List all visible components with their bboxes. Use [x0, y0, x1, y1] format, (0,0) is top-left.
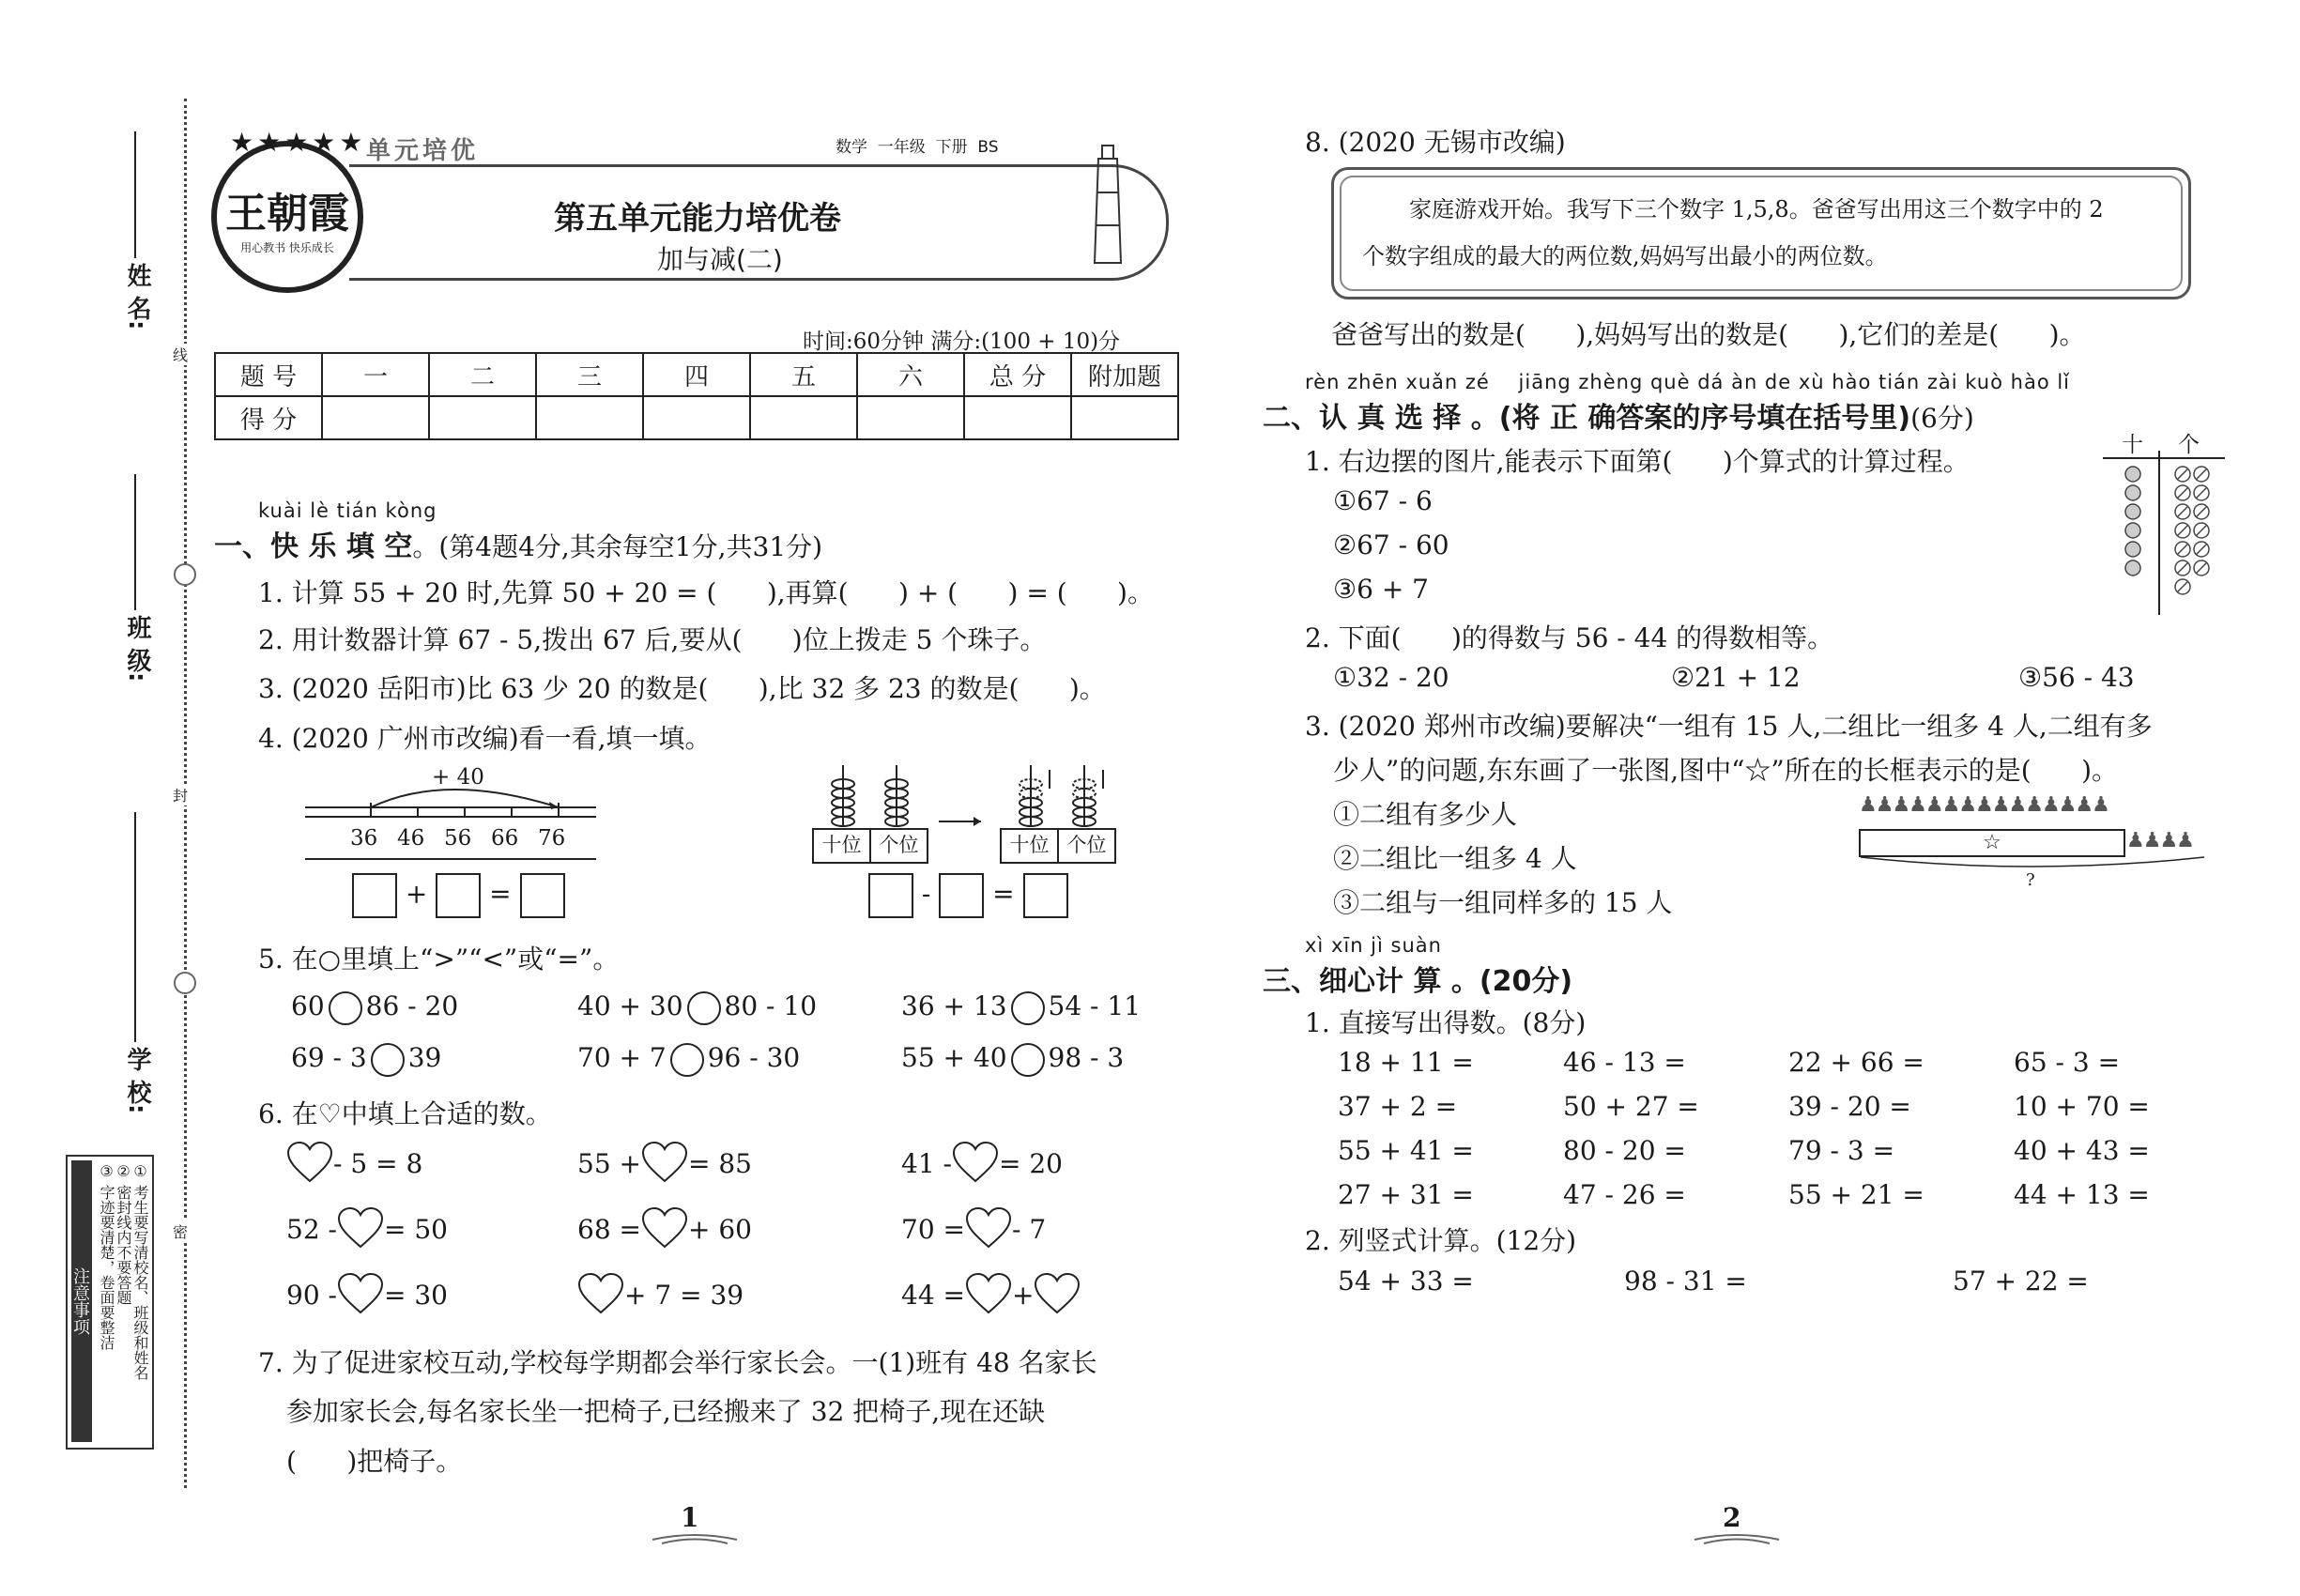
page-subtitle: 加与减(二)	[657, 244, 783, 275]
jump-label: + 40	[432, 765, 484, 790]
score-header: 六	[857, 353, 964, 396]
number-line	[305, 760, 606, 864]
score-header: 题 号	[215, 353, 322, 396]
score-header: 一	[322, 353, 429, 396]
heart-blank-icon[interactable]	[577, 1272, 624, 1322]
class-line	[134, 474, 136, 610]
q8-story-box	[1331, 167, 2191, 299]
calc-item: 55 + 41 =	[1338, 1135, 1474, 1166]
score-cell[interactable]	[1071, 396, 1178, 439]
compare-item: 69 - 3 39	[291, 1042, 441, 1077]
time-score: 时间:60分钟 满分:(100 + 10)分	[803, 330, 1121, 354]
brand-logo	[211, 141, 363, 293]
tick-label: 56	[444, 826, 472, 851]
s2-q2-option: ③56 - 43	[2018, 662, 2135, 693]
section1-note: 。(第4题4分,其余每空1分,共31分)	[412, 531, 823, 562]
s1-q6: 6. 在♡中填上合适的数。	[258, 1098, 552, 1129]
calc-item: 44 + 13 =	[2014, 1179, 2150, 1210]
answer-box[interactable]	[352, 873, 397, 918]
q4-equation-left: + =	[352, 873, 565, 918]
compare-item: 60 86 - 20	[291, 990, 458, 1025]
section2-pinyin: rèn zhēn xuǎn zé jiāng zhèng què dá àn de xù hào tián zài kuò hào lǐ	[1305, 371, 2071, 393]
brand-name: 王朝霞	[225, 190, 349, 238]
seal-mark-1: 线	[173, 344, 188, 365]
answer-box[interactable]	[1023, 873, 1068, 918]
place-label: 个位	[879, 834, 919, 856]
heart-blank-icon[interactable]	[337, 1206, 384, 1256]
place-label: 十位	[1002, 830, 1059, 862]
q8-title: 8. (2020 无锡市改编)	[1305, 127, 1566, 158]
extra-people-icon: ♟♟♟♟	[2126, 829, 2193, 852]
s1-q3: 3. (2020 岳阳市)比 63 少 20 的数是( ),比 32 多 23 的数是( )。	[258, 673, 1106, 704]
people-diagram	[1859, 793, 2206, 897]
heart-blank-icon[interactable]	[965, 1206, 1012, 1256]
section1-title: 一、快 乐 填 空	[214, 530, 413, 563]
brand-sub: 用心教书	[240, 241, 286, 254]
heart-question: 44 = +	[901, 1272, 1081, 1322]
school-line	[134, 812, 136, 1042]
s2-q2-option: ①32 - 20	[1333, 662, 1449, 693]
binding-hole-icon	[174, 972, 196, 994]
s2-q3-option: ①二组有多少人	[1333, 799, 1518, 830]
calc-item: 18 + 11 =	[1338, 1047, 1474, 1078]
notes-box	[66, 1155, 154, 1450]
seal-mark-3: 密	[173, 1220, 188, 1242]
heart-question: + 7 = 39	[577, 1272, 744, 1322]
calc-item: 55 + 21 =	[1788, 1179, 1924, 1210]
calc-item: 80 - 20 =	[1563, 1135, 1686, 1166]
heart-blank-icon[interactable]	[641, 1206, 688, 1256]
calc-item: 50 + 27 =	[1563, 1091, 1699, 1122]
tens-ones-diagram	[2103, 427, 2225, 615]
q8-story-line2: 个数字组成的最大的两位数,妈妈写出最小的两位数。	[1362, 243, 1888, 269]
score-cell[interactable]	[643, 396, 750, 439]
score-cell[interactable]	[429, 396, 536, 439]
tick-label: 76	[538, 826, 566, 851]
heart-blank-icon[interactable]	[952, 1141, 999, 1190]
answer-box[interactable]	[939, 873, 984, 918]
calc-item: 37 + 2 =	[1338, 1091, 1458, 1122]
series-label: 单元培优	[366, 137, 480, 165]
heart-blank-icon[interactable]	[337, 1272, 384, 1322]
page-ornament-icon	[648, 1530, 742, 1549]
abacus-base	[812, 828, 928, 864]
s2-q3-option: ②二组比一组多 4 人	[1333, 843, 1577, 874]
score-cell[interactable]	[536, 396, 643, 439]
calc-item: 39 - 20 =	[1788, 1091, 1911, 1122]
page-number: 2	[1723, 1502, 1741, 1533]
class-label: 班 级:	[123, 615, 151, 683]
s2-q3-line2: 少人”的问题,东东画了一张图,图中“☆”所在的长框表示的是( )。	[1333, 755, 2118, 786]
section1-pinyin: kuài lè tián kòng	[258, 499, 437, 522]
s1-q2: 2. 用计数器计算 67 - 5,拨出 67 后,要从( )位上拨走 5 个珠子。	[258, 624, 1047, 655]
q8-answer: 爸爸写出的数是( ),妈妈写出的数是( ),它们的差是( )。	[1331, 319, 2086, 350]
tick-label: 36	[350, 826, 378, 851]
star-icon: ☆	[1983, 831, 2001, 854]
compare-circle[interactable]	[329, 991, 362, 1025]
tens-label: 十	[2122, 433, 2143, 457]
compare-circle[interactable]	[371, 1043, 405, 1077]
s2-q2: 2. 下面( )的得数与 56 - 44 的得数相等。	[1305, 622, 1834, 653]
heart-blank-icon[interactable]	[641, 1141, 688, 1190]
place-label: 个位	[1066, 834, 1107, 856]
heart-question: 70 = - 7	[901, 1206, 1046, 1256]
score-cell[interactable]	[322, 396, 429, 439]
calc-item: 79 - 3 =	[1788, 1135, 1895, 1166]
section3-pinyin: xì xīn jì suàn	[1305, 934, 1442, 957]
notes-title: 注意事项	[71, 1160, 92, 1442]
score-header: 总 分	[964, 353, 1071, 396]
seal-mark-2: 封	[173, 784, 188, 806]
heart-question: 41 - = 20	[901, 1141, 1063, 1190]
s3-q1: 1. 直接写出得数。(8分)	[1305, 1007, 1587, 1038]
page-title: 第五单元能力培优卷	[554, 200, 841, 238]
heart-blank-icon[interactable]	[286, 1141, 333, 1190]
heart-blank-icon[interactable]	[1034, 1272, 1081, 1322]
calc-item: 40 + 43 =	[2014, 1135, 2150, 1166]
s2-q3-line1: 3. (2020 郑州市改编)要解决“一组有 15 人,二组比一组多 4 人,二组有多	[1305, 711, 2153, 742]
s1-q7-line2: 参加家长会,每名家长坐一把椅子,已经搬来了 32 把椅子,现在还缺	[286, 1396, 1046, 1427]
score-row-label: 得 分	[215, 396, 322, 439]
s2-q2-option: ②21 + 12	[1671, 662, 1801, 693]
tick-label: 46	[397, 826, 425, 851]
calc-item: 22 + 66 =	[1788, 1047, 1924, 1078]
compare-circle[interactable]	[1011, 991, 1045, 1025]
vertical-calc-item: 54 + 33 =	[1338, 1266, 1474, 1297]
score-header: 五	[750, 353, 857, 396]
section2-title: 二、认 真 选 择 。(将 正 确答案的序号填在括号里)	[1263, 402, 1911, 435]
compare-item: 70 + 7 96 - 30	[577, 1042, 800, 1077]
compare-item: 36 + 13 54 - 11	[901, 990, 1141, 1025]
subject-info: 数学 一年级 下册 BS	[836, 138, 999, 157]
compare-circle[interactable]	[687, 991, 721, 1025]
s3-q2: 2. 列竖式计算。(12分)	[1305, 1225, 1577, 1256]
place-label: 十位	[814, 830, 871, 862]
heart-question: 68 = + 60	[577, 1206, 752, 1256]
compare-circle[interactable]	[670, 1043, 704, 1077]
s2-q3-option: ③二组与一组同样多的 15 人	[1333, 887, 1673, 918]
calc-item: 10 + 70 =	[2014, 1091, 2150, 1122]
question-mark: ?	[2026, 870, 2035, 890]
star-crown-icon: ★★★★★	[230, 127, 367, 158]
abacus-base	[1000, 828, 1116, 864]
calc-item: 65 - 3 =	[2014, 1047, 2121, 1078]
answer-box[interactable]	[868, 873, 913, 918]
lighthouse-icon	[1089, 136, 1127, 268]
heart-blank-icon[interactable]	[965, 1272, 1012, 1322]
note-item: ② 密封线内不要答题	[115, 1162, 132, 1306]
brand-sub: 快乐成长	[288, 241, 334, 254]
heart-question: 55 + = 85	[577, 1141, 752, 1190]
s2-q1-option: ②67 - 60	[1333, 529, 1449, 560]
compare-circle[interactable]	[1011, 1043, 1045, 1077]
calc-item: 46 - 13 =	[1563, 1047, 1686, 1078]
name-line	[134, 131, 136, 258]
vertical-calc-item: 57 + 22 =	[1953, 1266, 2089, 1297]
calc-item: 47 - 26 =	[1563, 1179, 1686, 1210]
q4-equation-right: - =	[868, 873, 1068, 918]
long-box	[1859, 829, 2125, 857]
s2-q1-option: ①67 - 6	[1333, 485, 1433, 516]
s1-q1: 1. 计算 55 + 20 时,先算 50 + 20 = ( ),再算( ) + ( ) = ( )。	[258, 577, 1154, 608]
heart-question: - 5 = 8	[286, 1141, 422, 1190]
page-number: 1	[681, 1502, 699, 1533]
vertical-calc-item: 98 - 31 =	[1624, 1266, 1747, 1297]
compare-item: 40 + 30 80 - 10	[577, 990, 817, 1025]
q8-story-line1: 家庭游戏开始。我写下三个数字 1,5,8。爸爸写出用这三个数字中的 2	[1409, 196, 2104, 223]
score-header: 三	[536, 353, 643, 396]
note-item: ③ 字迹要清楚，卷面要整洁	[98, 1162, 115, 1351]
score-cell[interactable]	[750, 396, 857, 439]
score-cell[interactable]	[857, 396, 964, 439]
heart-question: 90 - = 30	[286, 1272, 448, 1322]
page-ornament-icon	[1690, 1530, 1784, 1549]
name-label: 姓 名:	[123, 263, 151, 330]
section3-title: 三、细心计 算 。(20分)	[1263, 965, 1573, 998]
answer-box[interactable]	[436, 873, 481, 918]
school-label: 学 校:	[123, 1047, 151, 1114]
note-item: ① 考生要写清校名、班级和姓名	[131, 1162, 149, 1381]
ones-label: 个	[2178, 433, 2200, 457]
heart-question: 52 - = 50	[286, 1206, 448, 1256]
tick-label: 66	[491, 826, 519, 851]
score-header: 四	[643, 353, 750, 396]
s1-q5: 5. 在○里填上“>”“<”或“=”。	[258, 944, 620, 974]
abacus-diagram	[807, 760, 1127, 864]
score-header: 附加题	[1071, 353, 1178, 396]
score-cell[interactable]	[964, 396, 1071, 439]
section2-score: (6分)	[1910, 403, 1974, 434]
s1-q4: 4. (2020 广州市改编)看一看,填一填。	[258, 723, 712, 754]
score-header: 二	[429, 353, 536, 396]
group1-people-icon: ♟♟♟♟♟♟♟♟♟♟♟♟♟♟♟	[1859, 793, 2108, 817]
s1-q7-line3: ( )把椅子。	[286, 1446, 463, 1477]
s2-q1: 1. 右边摆的图片,能表示下面第( )个算式的计算过程。	[1305, 446, 1970, 477]
binding-hole-icon	[174, 563, 196, 586]
compare-item: 55 + 40 98 - 3	[901, 1042, 1124, 1077]
s1-q7-line1: 7. 为了促进家校互动,学校每学期都会举行家长会。一(1)班有 48 名家长	[258, 1347, 1097, 1378]
answer-box[interactable]	[520, 873, 565, 918]
calc-item: 27 + 31 =	[1338, 1179, 1474, 1210]
s2-q1-option: ③6 + 7	[1333, 574, 1429, 605]
score-table	[214, 352, 1179, 440]
